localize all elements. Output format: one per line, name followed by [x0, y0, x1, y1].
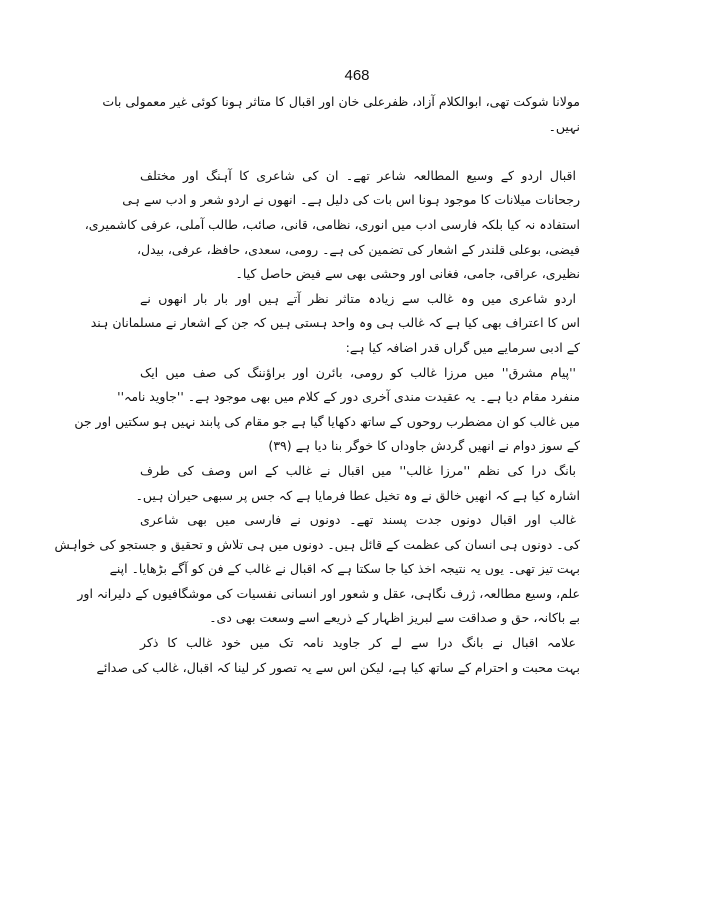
text-line: نہیں۔: [548, 118, 580, 134]
text-line: علامہ اقبال نے بانگ درا سے لے کر جاوید نامہ تک میں خود غالب کا ذکر: [140, 635, 576, 651]
text-line: رجحانات میلانات کا موجود ہونا اس بات کی دلیل ہے۔ انھوں نے اردو شعر و ادب سے ہی: [122, 192, 580, 208]
body-text: [54, 90, 580, 680]
text-line: علم، وسیع مطالعہ، ژرف نگاہی، عقل و شعور اور انسانی نفسیات کی موشگافیوں کے دلیرانہ اور: [77, 585, 580, 601]
text-line: بانگ درا کی نظم ''مرزا غالب'' میں اقبال نے غالب کے اس وصف کی طرف: [140, 462, 576, 478]
page-number: 468: [344, 67, 370, 84]
text-line: اس کا اعتراف بھی کیا ہے کہ غالب ہی وہ واحد ہستی ہیں کہ جن کے اشعار نے مسلمانان ہند: [90, 315, 580, 331]
text-line: منفرد مقام دیا ہے۔ یہ عقیدت مندی آخری دور کے کلام میں بھی موجود ہے۔ ''جاوید نامہ'': [117, 389, 580, 405]
text-line: کے سوز دوام نے انھیں گردش جاوداں کا خوگر بنا دیا ہے (۳۹): [268, 438, 580, 454]
text-line: کے ادبی سرمایے میں گراں قدر اضافہ کیا ہے:: [345, 339, 580, 355]
text-line: اشارہ کیا ہے کہ انھیں خالق نے وہ تخیل عطا فرمایا ہے کہ جس پر سبھی حیران ہیں۔: [135, 487, 580, 503]
text-line: میں غالب کو ان مضطرب روحوں کے ساتھ دکھایا گیا ہے جو مقام کی پابند نہیں ہو سکتیں اور جن: [74, 413, 580, 429]
text-line: اقبال اردو کے وسیع المطالعہ شاعر تھے۔ ان کی شاعری کا آہنگ اور مختلف: [140, 167, 576, 183]
text-line: بہت تیز تھی۔ یوں یہ نتیجہ اخذ کیا جا سکتا ہے کہ اقبال نے غالب کے فن کو آگے بڑھایا۔ اپنے: [109, 561, 580, 577]
text-line: فیضی، بوعلی قلندر کے اشعار کی تضمین کی ہے۔ رومی، سعدی، حافظ، عرفی، بیدل،: [137, 241, 580, 257]
text-line: استفادہ نہ کیا بلکہ فارسی ادب میں انوری، نظامی، قانی، صائب، طالب آملی، عرفی کاشمیری،: [84, 216, 580, 232]
text-line: اردو شاعری میں وہ غالب سے زیادہ متاثر نظر آتے ہیں اور بار بار انھوں نے: [140, 290, 576, 306]
text-line: کی۔ دونوں ہی انسان کی عظمت کے قائل ہیں۔ دونوں میں ہی تلاش و تحقیق و جستجو کی خواہش: [54, 536, 580, 552]
text-line: بے باکانہ، حق و صداقت سے لبریز اظہار کے ذریعے اسے وسعت بھی دی۔: [209, 610, 580, 626]
paragraph-gap: [140, 139, 580, 164]
text-line: نظیری، عراقی، جامی، فغانی اور وحشی بھی سے فیض حاصل کیا۔: [235, 266, 580, 282]
text-line: غالب اور اقبال دونوں جدت پسند تھے۔ دونوں نے فارسی میں بھی شاعری: [140, 512, 576, 528]
text-line: بہت محبت و احترام کے ساتھ کیا ہے، لیکن اس سے یہ تصور کر لینا کہ اقبال، غالب کی صدائے: [96, 659, 580, 675]
text-line: مولانا شوکت تھی، ابوالکلام آزاد، ظفرعلی خان اور اقبال کا متاثر ہونا کوئی غیر معمولی بات: [102, 94, 580, 109]
text-line: ''پیام مشرق'' میں مرزا غالب کو رومی، بائرن اور براؤننگ کی صف میں ایک: [140, 364, 576, 380]
